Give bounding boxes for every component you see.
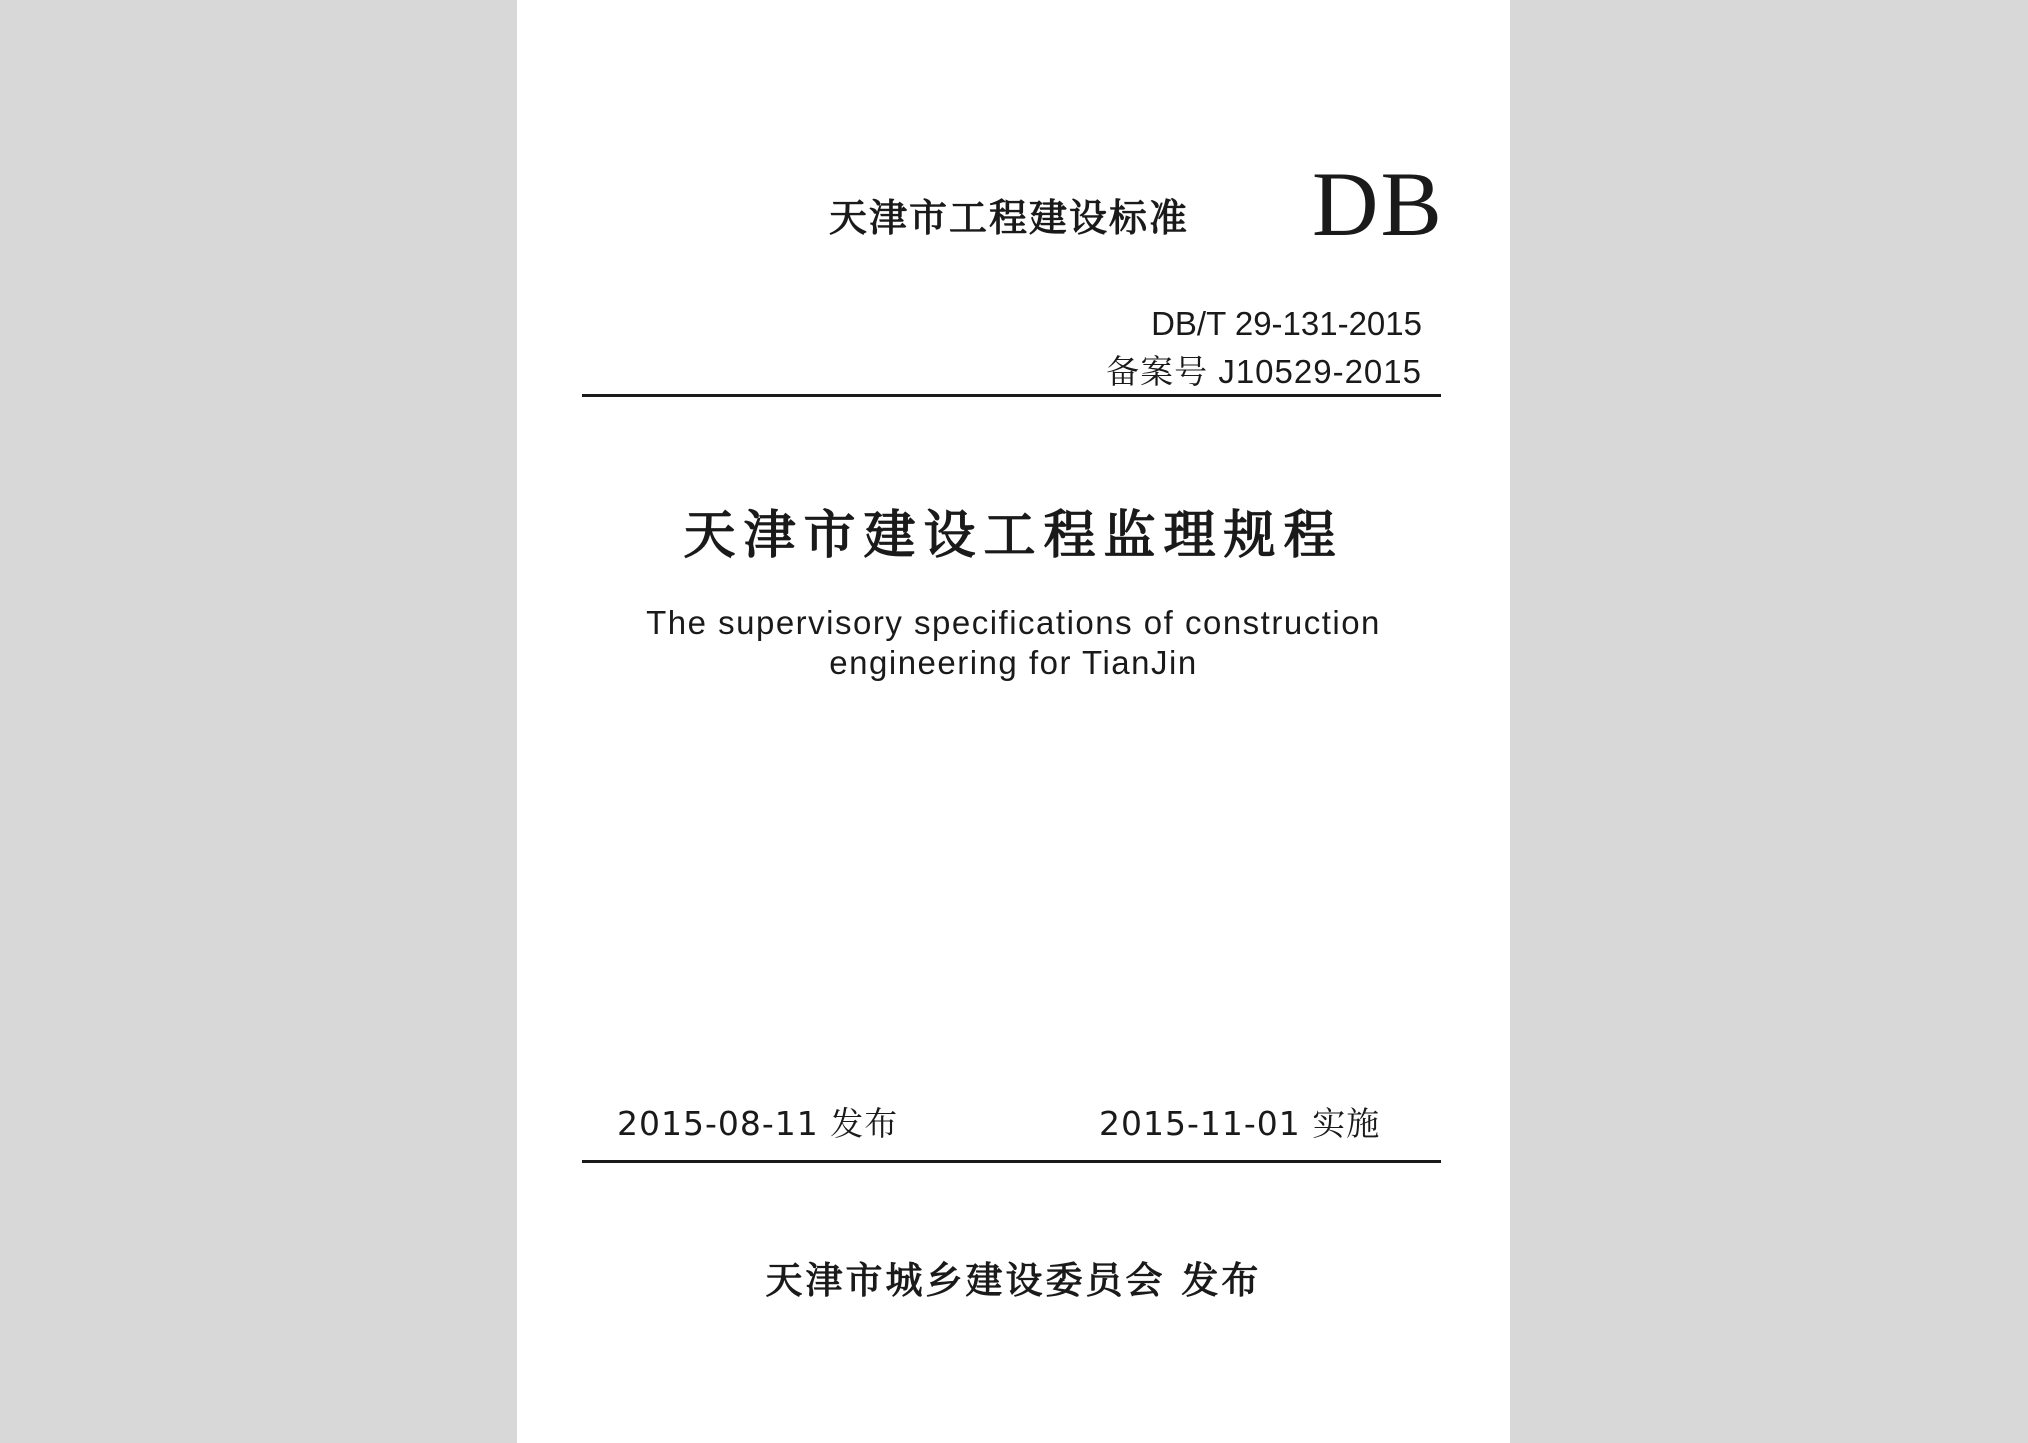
db-mark: DB <box>1312 153 1444 255</box>
title-english-line-1: The supervisory specifications of construction <box>646 604 1381 641</box>
standard-series-label: 天津市工程建设标准 <box>829 196 1190 240</box>
issue-date: 2015-08-11 发布 <box>617 1104 899 1143</box>
title-chinese: 天津市建设工程监理规程 <box>683 506 1344 566</box>
publisher: 天津市城乡建设委员会 发布 <box>765 1259 1262 1302</box>
title-english-line-2: engineering for TianJin <box>829 644 1198 681</box>
top-divider <box>582 394 1441 397</box>
title-english <box>517 603 1510 683</box>
bottom-divider <box>582 1160 1441 1163</box>
standard-number: DB/T 29-131-2015 <box>1151 305 1422 342</box>
cover-page <box>517 0 1510 1443</box>
implementation-date: 2015-11-01 实施 <box>1099 1104 1381 1143</box>
filing-number: 备案号 J10529-2015 <box>1106 353 1422 390</box>
